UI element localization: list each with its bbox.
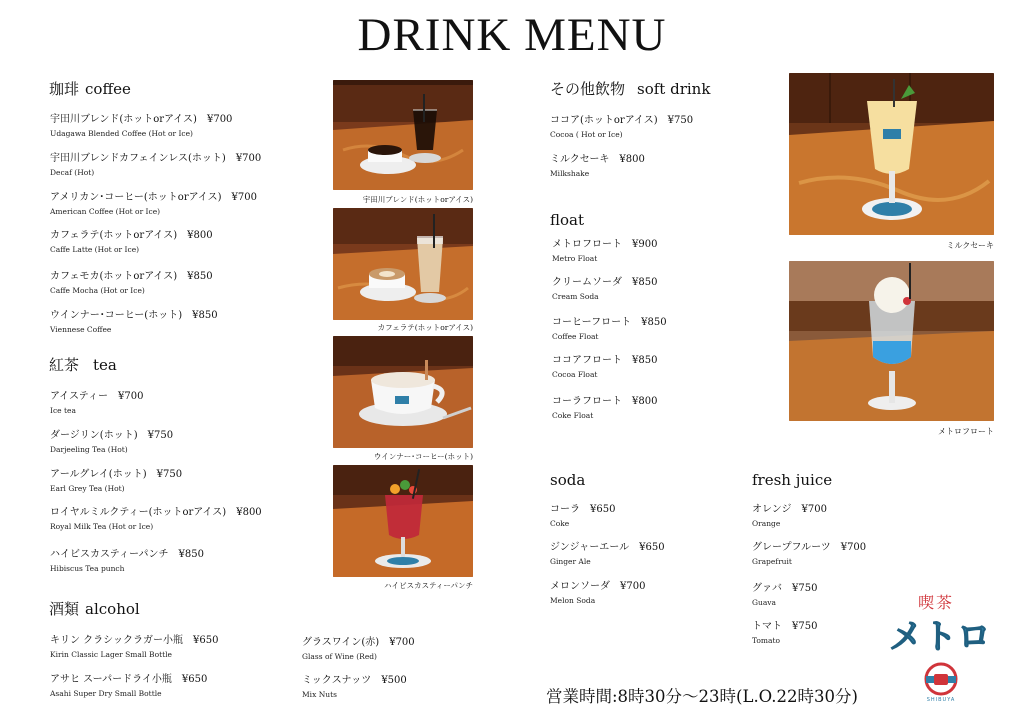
item-name: ダージリン(ホット): [50, 430, 138, 441]
section-tea-heading: [49, 354, 117, 375]
item-price: ¥850: [178, 549, 204, 560]
logo-metro: [884, 612, 996, 656]
item-english: Coffee Float: [552, 332, 599, 341]
item-english: Coke: [550, 519, 570, 528]
item-name: アールグレイ(ホット): [50, 469, 147, 480]
item-english: Milkshake: [550, 169, 590, 178]
item-price: ¥650: [181, 674, 208, 685]
item-english: Viennese Coffee: [50, 325, 112, 334]
item-english: Earl Grey Tea (Hot): [50, 484, 125, 493]
photo-hibiscus-punch: [333, 465, 473, 577]
menu-item: [50, 503, 262, 531]
section-alcohol-jp: 酒類: [49, 600, 80, 618]
section-juice-heading: [752, 471, 832, 489]
item-price: ¥750: [156, 469, 183, 480]
item-name: メロンソーダ: [550, 581, 610, 592]
item-name: ジンジャーエール: [550, 542, 630, 553]
menu-item: [50, 465, 182, 493]
menu-item: [552, 235, 657, 263]
item-price: ¥800: [632, 396, 658, 407]
item-name: ミックスナッツ: [302, 675, 372, 686]
menu-item: [50, 149, 261, 177]
item-price: ¥850: [192, 310, 218, 321]
item-english: Decaf (Hot): [50, 168, 95, 177]
photo-metro-float: [789, 261, 994, 421]
item-price: ¥750: [792, 621, 818, 632]
item-name: ハイビスカスティーパンチ: [50, 549, 169, 560]
section-alcohol-en: alcohol: [85, 600, 140, 618]
section-soft-jp: その他飲物: [550, 80, 626, 98]
menu-item: [752, 500, 827, 528]
item-name: ココアフロート: [552, 355, 622, 366]
item-name: ロイヤルミルクティー(ホットorアイス): [50, 507, 227, 518]
item-price: ¥650: [639, 542, 665, 553]
item-name: コーラ: [550, 504, 580, 515]
menu-item: [50, 545, 204, 573]
photo-blend-coffee: [333, 80, 473, 190]
item-price: ¥850: [632, 277, 658, 288]
section-juice-en: fresh juice: [752, 471, 833, 489]
item-price: ¥750: [792, 583, 818, 594]
item-english: Udagawa Blended Coffee (Hot or Ice): [50, 129, 193, 138]
section-float-heading: [550, 211, 584, 229]
item-price: ¥750: [147, 430, 174, 441]
item-price: ¥700: [801, 504, 827, 515]
logo-shibuya: SHIBUYA: [926, 697, 956, 703]
item-name: アイスティー: [50, 391, 108, 402]
item-name: メトロフロート: [552, 239, 622, 250]
item-english: Guava: [752, 598, 777, 607]
menu-item: [50, 267, 213, 295]
item-name: コーラフロート: [552, 396, 622, 407]
photo-caption: カフェラテ(ホットorアイス): [377, 323, 473, 332]
menu-item: [50, 306, 218, 334]
item-english: Caffe Mocha (Hot or Ice): [50, 286, 145, 295]
section-tea-en: tea: [93, 356, 117, 374]
item-english: Ice tea: [50, 406, 76, 415]
menu-item: [550, 111, 693, 139]
item-name: キリン クラシックラガー小瓶: [50, 635, 183, 646]
item-english: Caffe Latte (Hot or Ice): [50, 245, 140, 254]
menu-item: [550, 577, 645, 605]
menu-item: [50, 387, 143, 415]
menu-item: [752, 538, 866, 566]
item-name: ココア(ホットorアイス): [550, 115, 658, 126]
item-name: 宇田川ブレンドカフェインレス(ホット): [50, 153, 226, 164]
menu-item: [302, 671, 407, 699]
item-english: Tomato: [752, 636, 781, 645]
item-english: Ginger Ale: [550, 557, 591, 566]
item-name: ウインナー･コーヒー(ホット): [50, 310, 183, 321]
menu-item: [50, 670, 207, 698]
menu-item: [550, 500, 615, 528]
photo-milkshake: [789, 73, 994, 235]
item-price: ¥700: [389, 637, 415, 648]
item-name: カフェモカ(ホットorアイス): [50, 271, 178, 282]
item-price: ¥850: [641, 317, 667, 328]
menu-item: [752, 617, 817, 645]
item-price: ¥700: [235, 153, 262, 164]
item-name: クリームソーダ: [552, 277, 622, 288]
item-english: Mix Nuts: [302, 690, 337, 699]
section-coffee-jp: 珈琲: [49, 80, 80, 98]
item-english: Melon Soda: [550, 596, 596, 605]
photo-viennese-coffee: [333, 336, 473, 448]
menu-item: [552, 273, 657, 301]
item-english: Grapefruit: [752, 557, 792, 566]
section-coffee-heading: [49, 78, 131, 99]
item-english: Coke Float: [552, 411, 594, 420]
section-soda-heading: [550, 471, 585, 489]
item-price: ¥700: [231, 192, 257, 203]
item-price: ¥850: [632, 355, 658, 366]
item-price: ¥650: [590, 504, 616, 515]
item-name: オレンジ: [752, 504, 792, 515]
section-soda-en: soda: [550, 471, 586, 489]
item-name: アメリカン･コーヒー(ホットorアイス): [50, 192, 222, 203]
item-price: ¥800: [619, 154, 645, 165]
item-name: グァバ: [752, 583, 782, 594]
menu-title: DRINK MENU: [357, 9, 667, 61]
item-name: コーヒーフロート: [552, 317, 632, 328]
business-hours: 営業時間:8時30分～23時(L.O.22時30分): [546, 687, 858, 706]
item-price: ¥700: [118, 391, 144, 402]
section-soft-en: soft drink: [637, 80, 711, 98]
item-english: Kirin Classic Lager Small Bottle: [50, 650, 172, 659]
photo-caption: メトロフロート: [938, 427, 994, 436]
item-price: ¥800: [187, 230, 213, 241]
item-price: ¥800: [236, 507, 262, 518]
logo-kissa: 喫茶: [918, 593, 955, 612]
item-price: ¥850: [187, 271, 213, 282]
section-alcohol-heading: [49, 598, 140, 619]
item-name: アサヒ スーパードライ小瓶: [50, 674, 172, 685]
item-name: グラスワイン(赤): [302, 637, 380, 648]
item-name: トマト: [752, 621, 782, 632]
item-english: Cream Soda: [552, 292, 599, 301]
item-name: ミルクセーキ: [550, 154, 610, 165]
menu-item: [50, 426, 173, 454]
photo-caption: ハイビスカスティーパンチ: [384, 581, 473, 590]
item-english: Glass of Wine (Red): [302, 652, 377, 661]
item-english: Cocoa ( Hot or Ice): [550, 130, 623, 139]
menu-item: [302, 633, 415, 661]
menu-item: [550, 150, 645, 178]
menu-item: [552, 313, 667, 341]
item-price: ¥900: [632, 239, 658, 250]
item-english: Cocoa Float: [552, 370, 598, 379]
menu-item: [552, 392, 657, 420]
photo-caption: ウインナー･コーヒー(ホット): [373, 452, 473, 461]
item-price: ¥500: [381, 675, 407, 686]
item-english: Hibiscus Tea punch: [50, 564, 125, 573]
item-price: ¥750: [667, 115, 694, 126]
item-name: 宇田川ブレンド(ホットorアイス): [50, 114, 197, 125]
menu-item: [50, 188, 257, 216]
section-soft-drink-heading: [550, 78, 710, 99]
menu-item: [552, 351, 657, 379]
item-price: ¥700: [620, 581, 646, 592]
item-price: ¥700: [206, 114, 233, 125]
logo-emblem: [924, 662, 958, 696]
item-price: ¥650: [192, 635, 219, 646]
photo-caption: ミルクセーキ: [946, 241, 994, 250]
section-float-en: float: [550, 211, 585, 229]
menu-item: [50, 110, 232, 138]
section-tea-jp: 紅茶: [49, 356, 80, 374]
section-coffee-en: coffee: [85, 80, 131, 98]
item-english: Asahi Super Dry Small Bottle: [50, 689, 162, 698]
logo-metro-text: メトロ: [889, 617, 991, 656]
item-english: Darjeeling Tea (Hot): [50, 445, 128, 454]
menu-item: [50, 631, 218, 659]
item-name: グレープフルーツ: [752, 542, 831, 553]
photo-caption: 宇田川ブレンド(ホットorアイス): [362, 195, 473, 204]
menu-item: [50, 226, 213, 254]
item-english: American Coffee (Hot or Ice): [50, 207, 161, 216]
item-price: ¥700: [840, 542, 867, 553]
menu-item: [752, 579, 817, 607]
item-english: Orange: [752, 519, 781, 528]
photo-cafe-latte: [333, 208, 473, 320]
item-english: Royal Milk Tea (Hot or Ice): [50, 522, 154, 531]
menu-item: [550, 538, 665, 566]
item-english: Metro Float: [552, 254, 598, 263]
item-name: カフェラテ(ホットorアイス): [50, 230, 178, 241]
